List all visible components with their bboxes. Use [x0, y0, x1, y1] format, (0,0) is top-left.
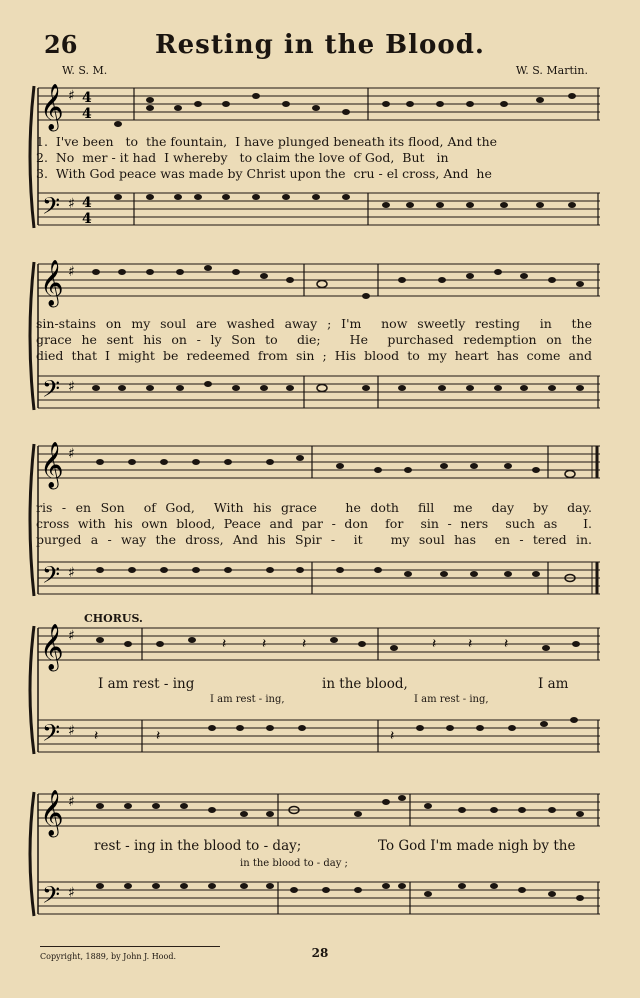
- chorus-lyric-resting-today: rest - ing in the blood to - day;: [94, 838, 302, 854]
- rest-icon: 𝄽: [222, 636, 227, 652]
- bass-clef-icon: 𝄢: [42, 719, 61, 752]
- chorus-label: CHORUS.: [84, 612, 143, 625]
- svg-text:𝄽: 𝄽: [262, 636, 267, 652]
- verse-3-line-1: 3. With God peace was made by Christ upon the cru - el cross, And he: [36, 166, 492, 181]
- treble-clef-icon: 𝄞: [40, 624, 64, 670]
- svg-text:𝄽: 𝄽: [390, 728, 395, 744]
- chorus-lyric-bass-2: I am rest - ing,: [414, 694, 489, 705]
- verse-2-line-3: cross with his own blood, Peace and par - don for sin - ners such as I.: [36, 516, 592, 531]
- chorus-lyric-to-god: To God I'm made nigh by the: [378, 838, 576, 854]
- treble-notes: [114, 93, 576, 127]
- svg-text:♯: ♯: [68, 446, 75, 462]
- verse-1-line-3: ris - en Son of God, With his grace he doth fill me day by day.: [36, 500, 592, 515]
- treble-clef-icon: 𝄞: [40, 442, 64, 488]
- chorus-lyric-i-am-1: I am: [538, 676, 569, 692]
- treble-clef-icon: 𝄞: [40, 260, 64, 306]
- svg-text:4: 4: [82, 211, 92, 227]
- treble-clef-icon: 𝄞: [40, 84, 64, 130]
- page-number: 28: [311, 946, 329, 960]
- svg-text:♯: ♯: [68, 794, 75, 810]
- svg-text:♯: ♯: [68, 628, 75, 644]
- chorus-lyric-bass-today: in the blood to - day ;: [240, 858, 348, 869]
- music-credit: W. S. Martin.: [515, 64, 588, 77]
- verse-1-line-1: 1. I've been to the fountain, I have plunged beneath its flood, And the: [36, 134, 498, 149]
- verse-3-line-3: purged a - way the dross, And his Spir - it my soul has en - tered in.: [36, 532, 592, 547]
- svg-text:𝄽: 𝄽: [94, 728, 99, 744]
- treble-clef-icon: 𝄞: [40, 790, 64, 836]
- chorus-lyric-i-am-resting: I am rest - ing: [98, 676, 195, 692]
- svg-text:𝄽: 𝄽: [468, 636, 473, 652]
- svg-text:♯: ♯: [68, 723, 75, 739]
- system-brace: [30, 86, 34, 228]
- hymn-title: Resting in the Blood.: [155, 30, 485, 60]
- svg-text:♯: ♯: [68, 88, 75, 104]
- bass-clef-icon: 𝄢: [42, 881, 61, 914]
- time-signature-treble: 4: [82, 90, 92, 106]
- svg-text:♯: ♯: [68, 885, 75, 901]
- words-credit: W. S. M.: [62, 64, 108, 77]
- bass-clef-icon: 𝄢: [42, 561, 61, 594]
- copyright-notice: Copyright, 1889, by John J. Hood.: [40, 952, 176, 961]
- treble-staff: [38, 88, 600, 120]
- hymn-number: 26: [44, 30, 78, 59]
- svg-text:♯: ♯: [68, 379, 75, 395]
- bass-clef-icon: 𝄢: [42, 192, 61, 225]
- svg-text:♯: ♯: [68, 196, 75, 212]
- svg-text:𝄽: 𝄽: [156, 728, 161, 744]
- svg-text:4: 4: [82, 106, 92, 122]
- svg-text:𝄽: 𝄽: [432, 636, 437, 652]
- bass-clef-icon: 𝄢: [42, 375, 61, 408]
- svg-text:𝄽: 𝄽: [302, 636, 307, 652]
- music-system-4: [0, 618, 640, 788]
- chorus-lyric-bass-1: I am rest - ing,: [210, 694, 285, 705]
- chorus-lyric-in-the-blood: in the blood,: [322, 676, 408, 692]
- svg-text:♯: ♯: [68, 565, 75, 581]
- verse-2-line-2: grace he sent his on - ly Son to die; He purchased redemption on the: [36, 332, 592, 347]
- verse-1-line-2: sin-stains on my soul are washed away ; I'm now sweetly resting in the: [36, 316, 592, 331]
- verse-3-line-2: died that I might be redeemed from sin ; His blood to my heart has come and: [36, 348, 592, 363]
- time-signature-bass: 4: [82, 195, 92, 211]
- svg-text:𝄽: 𝄽: [504, 636, 509, 652]
- svg-text:♯: ♯: [68, 264, 75, 280]
- verse-2-line-1: 2. No mer - it had I whereby to claim the love of God, But in: [36, 150, 449, 165]
